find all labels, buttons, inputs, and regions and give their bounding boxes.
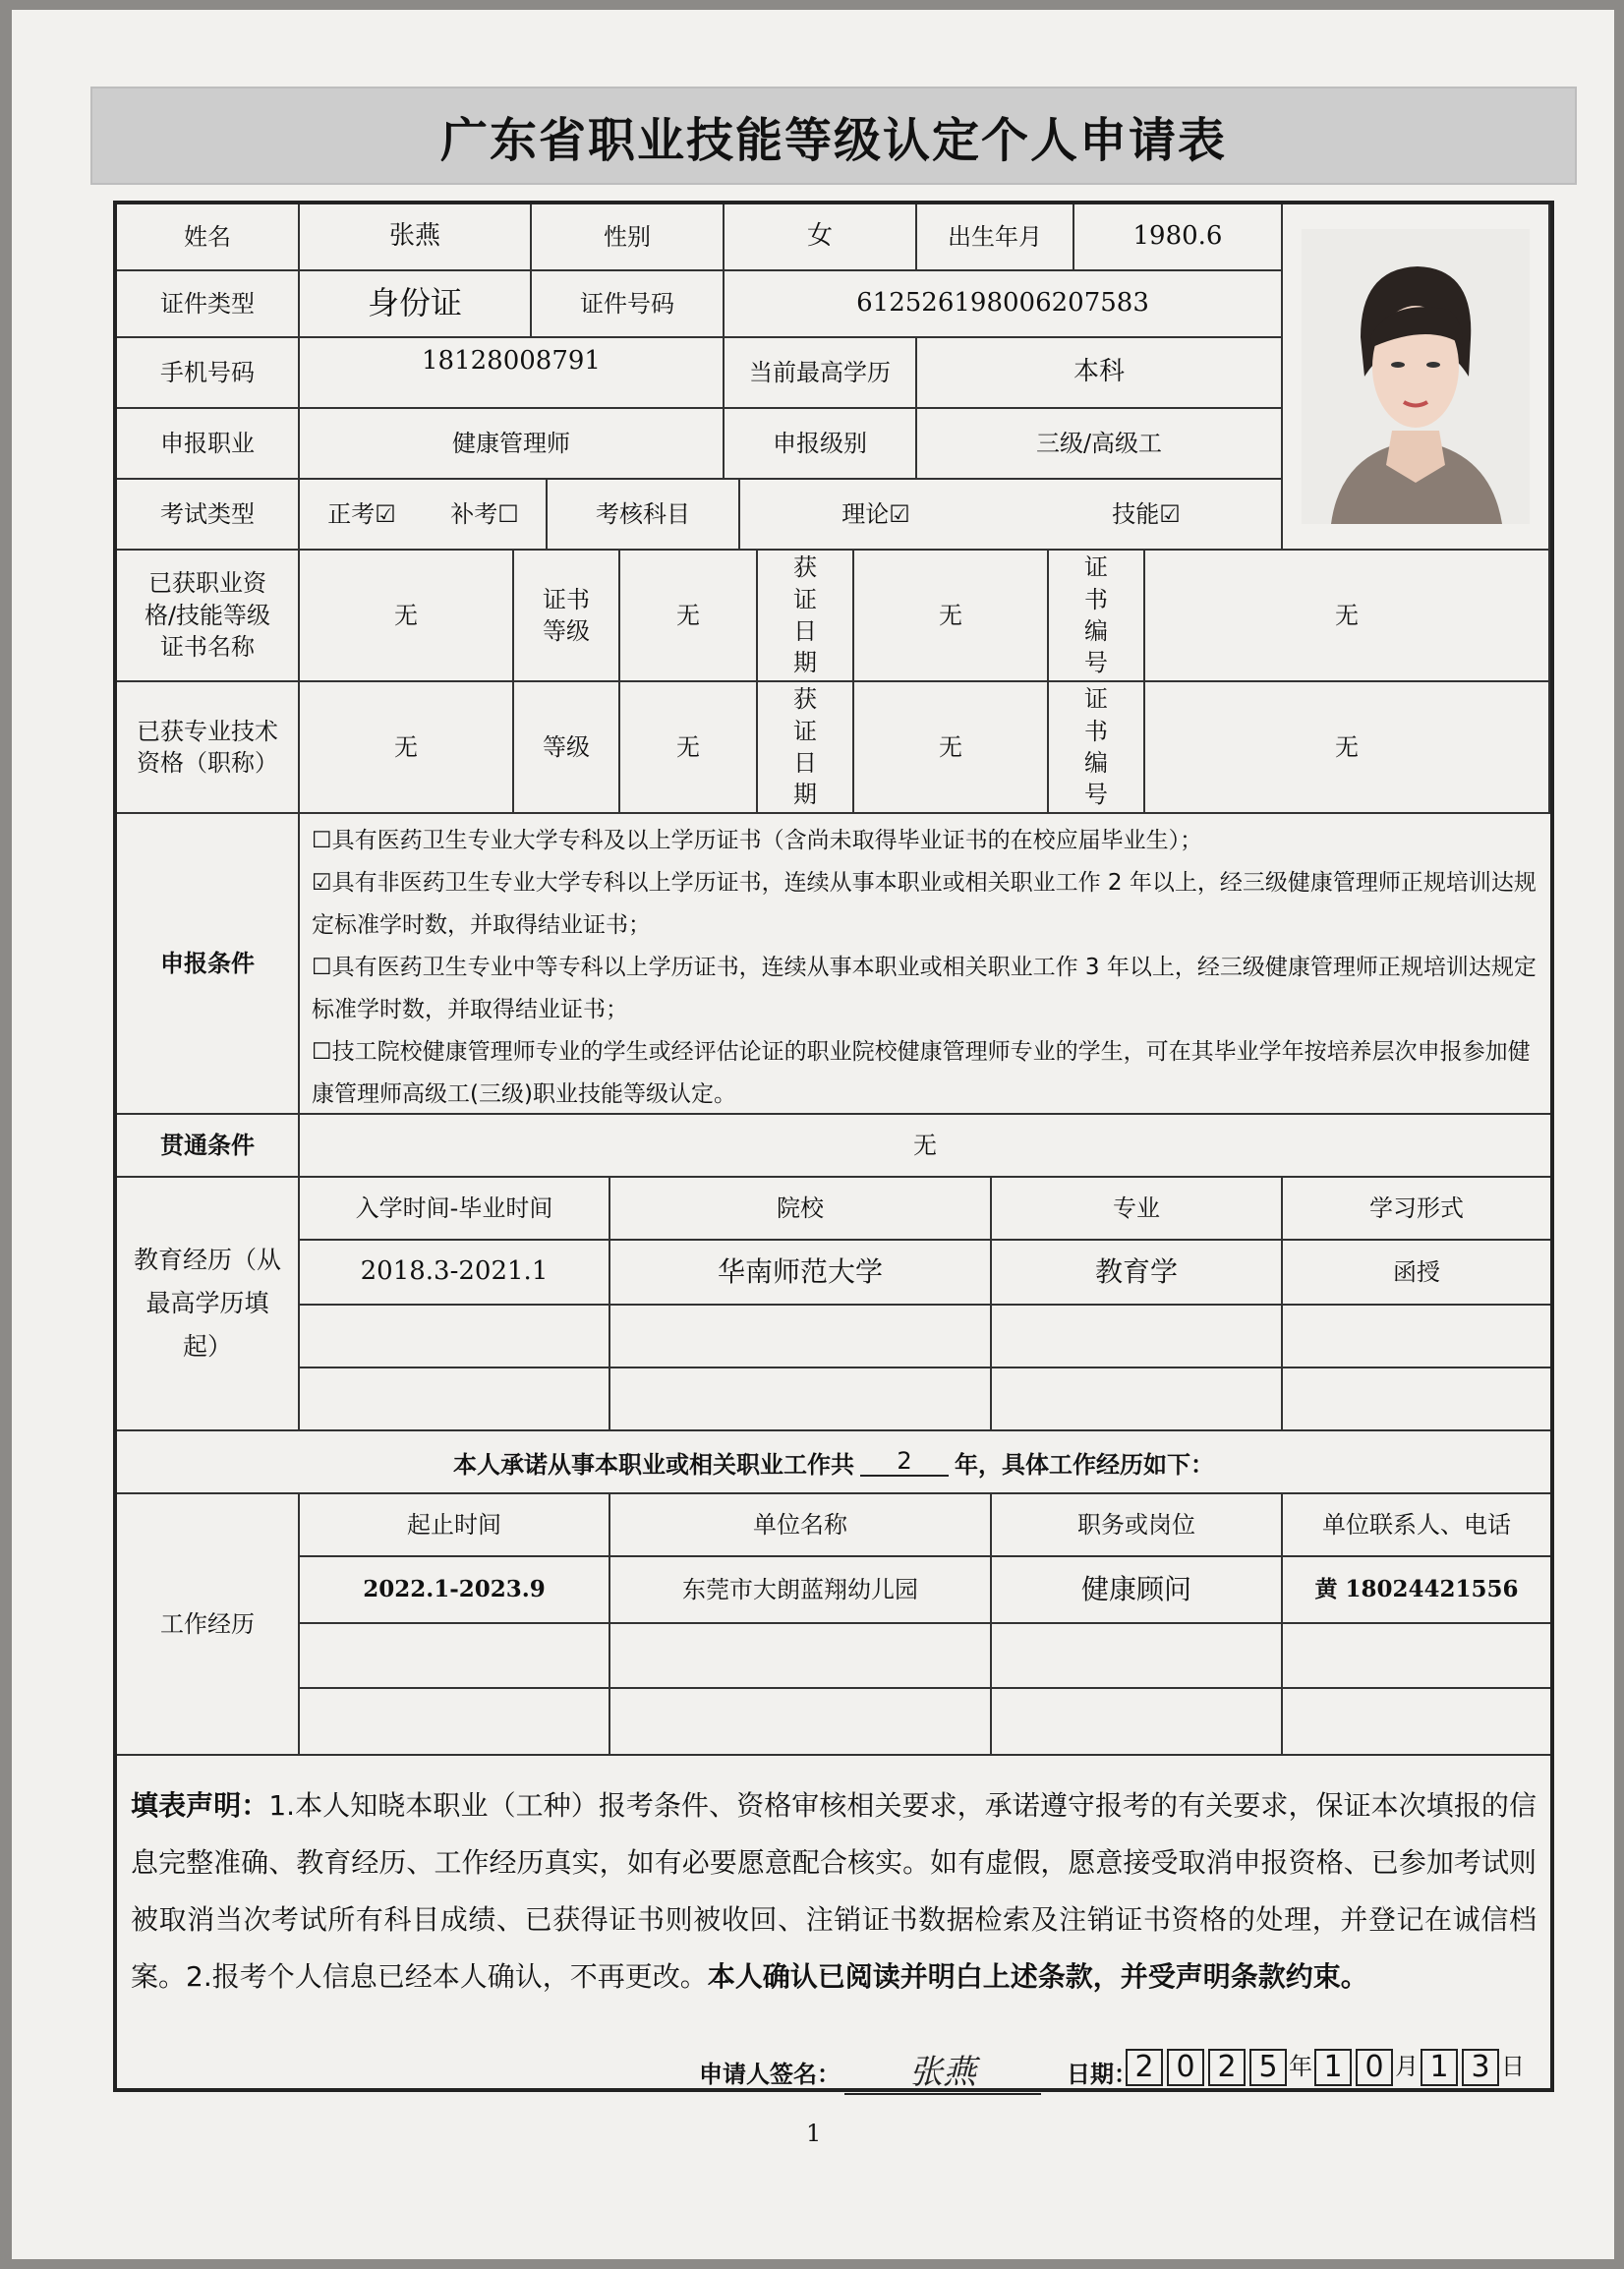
cert1-name: 无 [300, 551, 514, 682]
title-bar [90, 87, 1577, 185]
birth-label: 出生年月 [917, 204, 1074, 271]
level-label: 申报级别 [725, 409, 917, 480]
work-cell [300, 1689, 610, 1756]
work-cell [1283, 1624, 1550, 1689]
work-header: 单位名称 [610, 1494, 992, 1557]
date-boxes [1124, 2047, 1525, 2086]
id-number-value: 612526198006207583 [725, 271, 1283, 338]
level-value: 三级/高级工 [917, 409, 1283, 480]
id-type-value: 身份证 [300, 271, 532, 338]
cert1-no: 无 [1145, 551, 1550, 682]
work-cell [1283, 1689, 1550, 1756]
gender-label: 性别 [532, 204, 725, 271]
cert2-grade: 无 [620, 682, 758, 814]
edu-cell: 教育学 [992, 1241, 1283, 1306]
declaration-body: 1.本人知晓本职业（工种）报考条件、资格审核相关要求，承诺遵守报考的有关要求，保证本次填报的信息完整准确、教育经历、工作经历真实，如有必要愿意配合核实。如有虚假，愿意接受取消申报资格、已参加考试则被取消当次考试所有科目成绩、已获得证书则被收回、注销证书数据检索及注销证书资格的处理，并登记在诚信档案。2.报考个人信息已经本人确认，不再更改。 [131, 1789, 1537, 1993]
month-digit: 1 [1314, 2049, 1352, 2086]
condition-item: ☑具有非医药卫生专业大学专科以上学历证书，连续从事本职业或相关职业工作 2 年以上，经三级健康管理师正规培训达规定标准学时数，并取得结业证书； [312, 870, 1537, 938]
cert2-date-label: 获证日期 [758, 682, 854, 814]
phone-value: 18128008791 [300, 338, 725, 409]
signature: 张燕 [844, 2045, 1041, 2095]
occupation-label: 申报职业 [117, 409, 300, 480]
work-cell [610, 1689, 992, 1756]
cert2-label: 已获专业技术资格（职称） [117, 682, 300, 814]
promise-years: 2 [860, 1447, 949, 1477]
occupation-value: 健康管理师 [300, 409, 725, 480]
edu-cell [1283, 1368, 1550, 1431]
signature-label: 申请人签名： [699, 2061, 841, 2088]
education-level-value: 本科 [917, 338, 1283, 409]
id-type-label: 证件类型 [117, 271, 300, 338]
exam-type-regular: 正考☑ [300, 480, 424, 551]
year-digit: 2 [1126, 2049, 1163, 2086]
applicant-photo [1302, 229, 1530, 524]
work-label: 工作经历 [117, 1494, 300, 1756]
date-label: 日期： [1067, 2061, 1137, 2088]
cert2-no-label: 证书编号 [1049, 682, 1145, 814]
form-title: 广东省职业技能等级认定个人申请表 [439, 112, 1227, 168]
work-cell [992, 1689, 1283, 1756]
month-unit: 月 [1395, 2053, 1419, 2080]
work-cell: 黄 18024421556 [1283, 1557, 1550, 1624]
name-value: 张燕 [300, 204, 532, 271]
subject-theory: 理论☑ [740, 480, 1012, 551]
page-number: 1 [806, 2120, 822, 2147]
edu-cell: 华南师范大学 [610, 1241, 992, 1306]
day-unit: 日 [1501, 2053, 1525, 2080]
day-digit: 3 [1462, 2049, 1499, 2086]
edu-cell [992, 1306, 1283, 1368]
edu-cell [610, 1368, 992, 1431]
conditions-label: 申报条件 [117, 814, 300, 1115]
cert1-no-label: 证书编号 [1049, 551, 1145, 682]
edu-header: 专业 [992, 1178, 1283, 1241]
year-digit: 5 [1249, 2049, 1287, 2086]
edu-header: 院校 [610, 1178, 992, 1241]
phone-label: 手机号码 [117, 338, 300, 409]
month-digit: 0 [1356, 2049, 1393, 2086]
promise-prefix: 本人承诺从事本职业或相关职业工作共 [453, 1450, 854, 1479]
work-header: 单位联系人、电话 [1283, 1494, 1550, 1557]
work-cell [300, 1624, 610, 1689]
edu-cell [1283, 1306, 1550, 1368]
declaration-tail: 本人确认已阅读并明白上述条款，并受声明条款约束。 [707, 1960, 1368, 1993]
application-form [113, 201, 1554, 2092]
through-value: 无 [300, 1115, 1550, 1178]
edu-cell [992, 1368, 1283, 1431]
year-unit: 年 [1289, 2053, 1312, 2080]
work-header: 起止时间 [300, 1494, 610, 1557]
id-number-label: 证件号码 [532, 271, 725, 338]
declaration-head: 填表声明： [131, 1789, 269, 1822]
condition-item: ☐具有医药卫生专业大学专科及以上学历证书（含尚未取得毕业证书的在校应届毕业生）； [312, 828, 1203, 853]
through-label: 贯通条件 [117, 1115, 300, 1178]
exam-type-label: 考试类型 [117, 480, 300, 551]
work-cell: 健康顾问 [992, 1557, 1283, 1624]
education-level-label: 当前最高学历 [725, 338, 917, 409]
work-years-promise [117, 1431, 1550, 1494]
year-digit: 2 [1208, 2049, 1246, 2086]
edu-header: 学习形式 [1283, 1178, 1550, 1241]
cert1-label: 已获职业资格/技能等级证书名称 [117, 551, 300, 682]
gender-value: 女 [725, 204, 917, 271]
edu-cell: 函授 [1283, 1241, 1550, 1306]
edu-header: 入学时间-毕业时间 [300, 1178, 610, 1241]
work-header: 职务或岗位 [992, 1494, 1283, 1557]
cert1-date-label: 获证日期 [758, 551, 854, 682]
cert2-no: 无 [1145, 682, 1550, 814]
cert1-date: 无 [854, 551, 1049, 682]
exam-type-makeup: 补考☐ [424, 480, 548, 551]
condition-item: ☐具有医药卫生专业中等专科以上学历证书，连续从事本职业或相关职业工作 3 年以上，经三级健康管理师正规培训达规定标准学时数，并取得结业证书； [312, 955, 1537, 1022]
edu-cell: 2018.3-2021.1 [300, 1241, 610, 1306]
promise-suffix: 年，具体工作经历如下： [955, 1450, 1214, 1479]
declaration [117, 1764, 1550, 2006]
year-digit: 0 [1167, 2049, 1204, 2086]
work-cell: 2022.1-2023.9 [300, 1557, 610, 1624]
edu-cell [610, 1306, 992, 1368]
name-label: 姓名 [117, 204, 300, 271]
cert2-name: 无 [300, 682, 514, 814]
signature-row [117, 2045, 1550, 2092]
edu-cell [300, 1306, 610, 1368]
subject-label: 考核科目 [548, 480, 740, 551]
day-digit: 1 [1421, 2049, 1458, 2086]
cert1-grade-label: 证书等级 [514, 551, 620, 682]
cert1-grade: 无 [620, 551, 758, 682]
work-cell [610, 1624, 992, 1689]
work-cell: 东莞市大朗蓝翔幼儿园 [610, 1557, 992, 1624]
edu-cell [300, 1368, 610, 1431]
education-label: 教育经历（从最高学历填起） [117, 1178, 300, 1431]
cert2-date: 无 [854, 682, 1049, 814]
subject-skill: 技能☑ [1012, 480, 1283, 551]
birth-value: 1980.6 [1074, 204, 1283, 271]
condition-item: ☐技工院校健康管理师专业的学生或经评估论证的职业院校健康管理师专业的学生，可在其毕业学年按培养层次申报参加健康管理师高级工(三级)职业技能等级认定。 [312, 1039, 1531, 1107]
cert2-grade-label: 等级 [514, 682, 620, 814]
photo-cell [1283, 204, 1550, 551]
conditions-list [300, 814, 1550, 1115]
work-cell [992, 1624, 1283, 1689]
